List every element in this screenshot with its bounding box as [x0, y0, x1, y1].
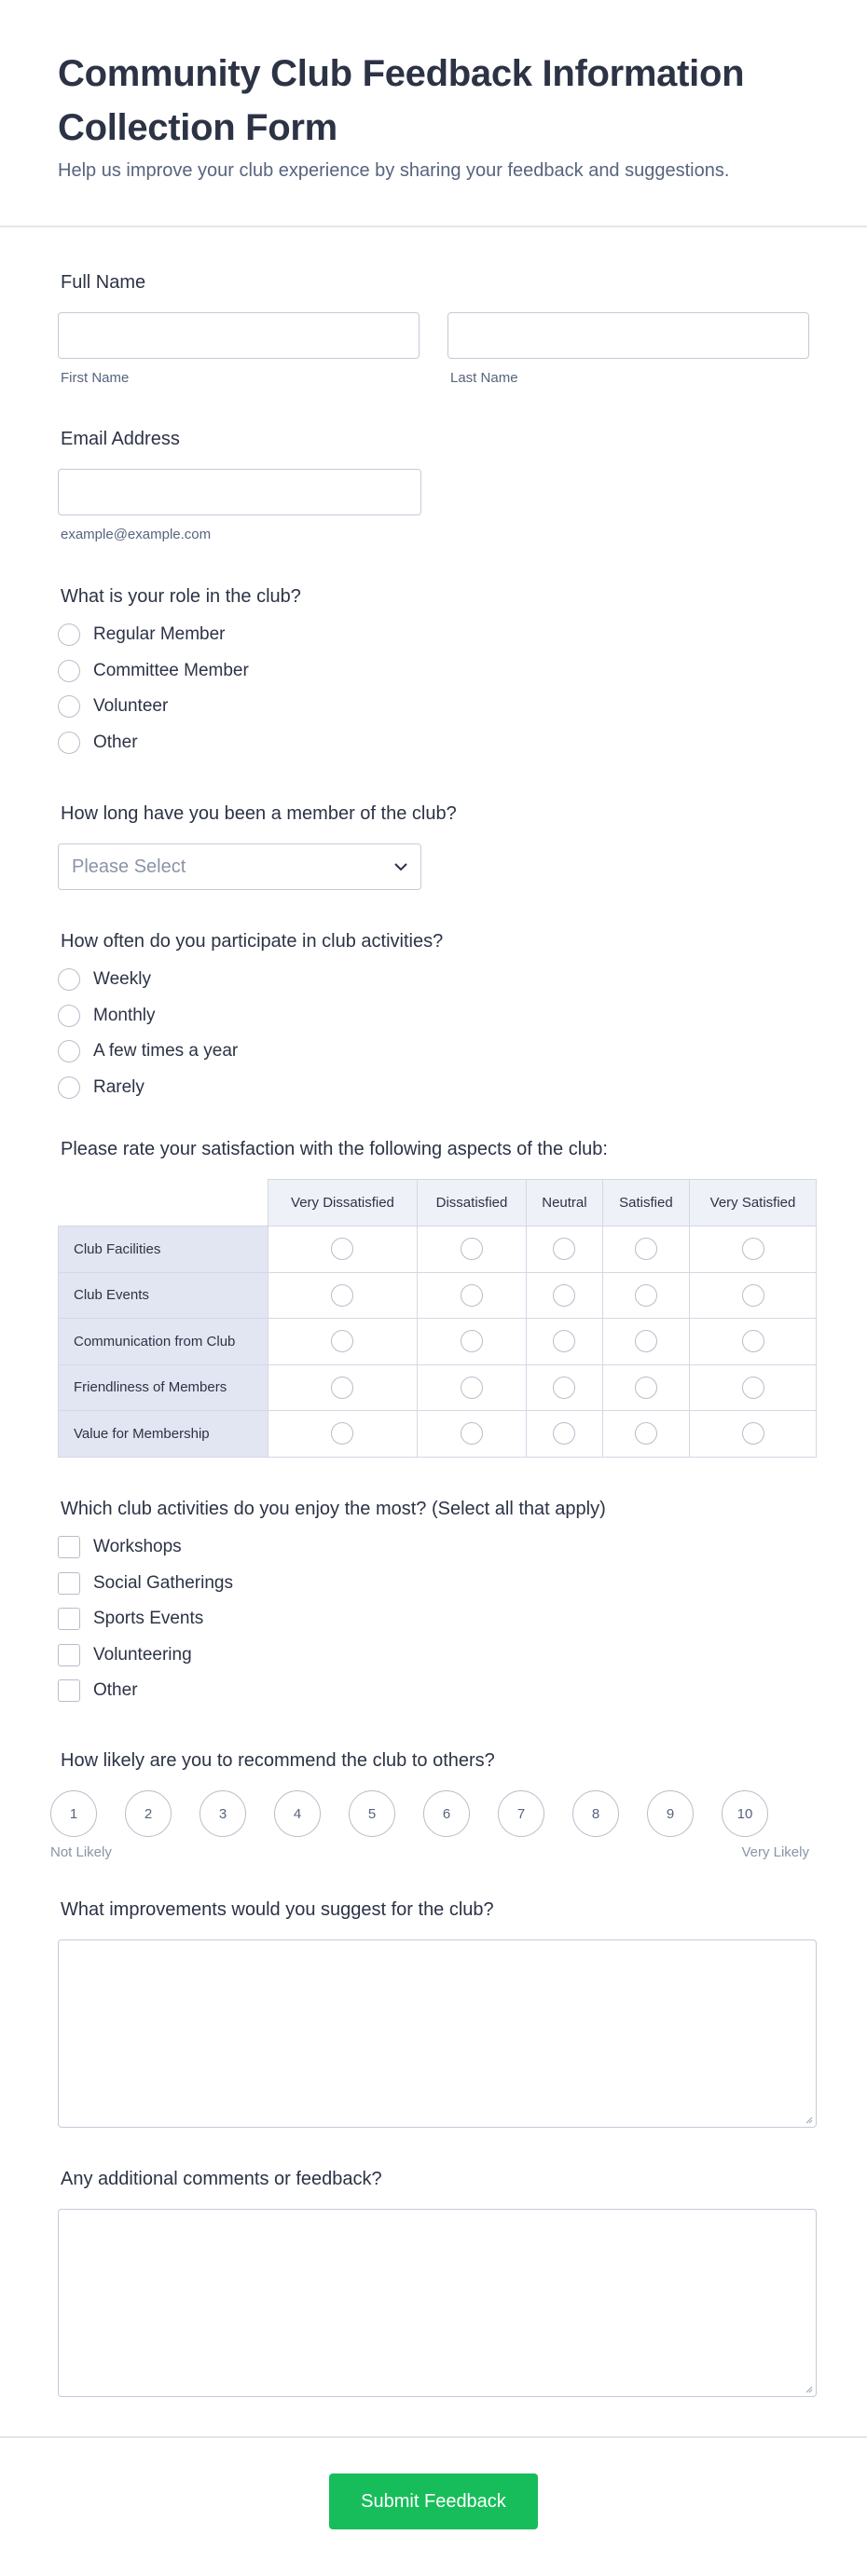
matrix-radio[interactable]: [461, 1330, 483, 1352]
matrix-radio[interactable]: [553, 1422, 575, 1445]
matrix-radio[interactable]: [553, 1284, 575, 1307]
participation-option[interactable]: [58, 1070, 809, 1106]
matrix-row: [59, 1411, 817, 1458]
activity-option[interactable]: [58, 1637, 809, 1674]
satisfaction-label: Please rate your satisfaction with the following aspects of the club:: [61, 1139, 608, 1159]
recommend-label: How likely are you to recommend the club to others?: [61, 1750, 495, 1771]
recommend-scale: [50, 1790, 809, 1837]
matrix-row: [59, 1272, 817, 1319]
first-name-sublabel: First Name: [61, 370, 130, 386]
chevron-down-icon: [394, 863, 407, 871]
last-name-input[interactable]: [447, 312, 809, 359]
role-option[interactable]: [58, 617, 809, 653]
form-footer: [0, 2436, 867, 2576]
scale-option[interactable]: 10: [722, 1790, 768, 1837]
option-label: Weekly: [93, 969, 151, 990]
scale-option[interactable]: 7: [498, 1790, 544, 1837]
matrix-radio[interactable]: [553, 1377, 575, 1399]
activity-option[interactable]: [58, 1673, 809, 1709]
scale-option[interactable]: 1: [50, 1790, 97, 1837]
role-option[interactable]: [58, 653, 809, 690]
participation-option[interactable]: [58, 998, 809, 1035]
role-option[interactable]: [58, 689, 809, 725]
participation-label: How often do you participate in club activities?: [61, 931, 444, 952]
radio-button[interactable]: [58, 695, 80, 718]
matrix-radio[interactable]: [742, 1238, 764, 1260]
matrix-radio[interactable]: [635, 1284, 657, 1307]
checkbox[interactable]: [58, 1644, 80, 1666]
matrix-row: [59, 1319, 817, 1365]
activity-option[interactable]: [58, 1601, 809, 1637]
option-label: Regular Member: [93, 624, 226, 645]
option-label: Other: [93, 1680, 138, 1701]
email-sublabel: example@example.com: [61, 527, 212, 542]
matrix-row-label: Value for Membership: [59, 1411, 268, 1458]
matrix-radio[interactable]: [742, 1422, 764, 1445]
checkbox[interactable]: [58, 1536, 80, 1558]
matrix-column-header: Neutral: [527, 1180, 603, 1226]
radio-button[interactable]: [58, 1040, 80, 1062]
matrix-row-label: Communication from Club: [59, 1319, 268, 1365]
option-label: Sports Events: [93, 1609, 204, 1629]
matrix-column-header: Satisfied: [602, 1180, 689, 1226]
scale-option[interactable]: 9: [647, 1790, 694, 1837]
matrix-column-header: Very Satisfied: [690, 1180, 817, 1226]
matrix-row-label: Club Events: [59, 1272, 268, 1319]
option-label: Rarely: [93, 1076, 144, 1097]
matrix-radio[interactable]: [742, 1330, 764, 1352]
matrix-radio[interactable]: [742, 1377, 764, 1399]
email-input[interactable]: [58, 469, 421, 515]
matrix-radio[interactable]: [461, 1284, 483, 1307]
improvements-question: [58, 1899, 809, 2169]
matrix-radio[interactable]: [635, 1238, 657, 1260]
option-label: Volunteer: [93, 696, 169, 717]
participation-option[interactable]: [58, 1034, 809, 1070]
radio-button[interactable]: [58, 1076, 80, 1099]
radio-button[interactable]: [58, 732, 80, 754]
satisfaction-matrix: [58, 1179, 817, 1458]
matrix-radio[interactable]: [553, 1330, 575, 1352]
checkbox[interactable]: [58, 1572, 80, 1595]
scale-option[interactable]: 4: [274, 1790, 321, 1837]
matrix-column-header: Dissatisfied: [417, 1180, 526, 1226]
full-name-label: Full Name: [61, 272, 146, 293]
participation-option[interactable]: [58, 962, 809, 998]
activity-option[interactable]: [58, 1566, 809, 1602]
activities-question: [58, 1499, 809, 1750]
matrix-column-header: Very Dissatisfied: [268, 1180, 418, 1226]
role-label: What is your role in the club?: [61, 586, 301, 607]
matrix-corner: [59, 1180, 268, 1226]
form-header: [0, 0, 867, 227]
matrix-radio[interactable]: [742, 1284, 764, 1307]
scale-option[interactable]: 6: [423, 1790, 470, 1837]
scale-labels: [50, 1844, 809, 1860]
matrix-row-label: Club Facilities: [59, 1226, 268, 1273]
first-name-input[interactable]: [58, 312, 420, 359]
membership-question: [58, 803, 809, 931]
comments-textarea[interactable]: [58, 2209, 817, 2397]
matrix-row-label: Friendliness of Members: [59, 1364, 268, 1411]
resize-grip-icon[interactable]: [804, 2115, 813, 2124]
matrix-radio[interactable]: [331, 1330, 353, 1352]
matrix-radio[interactable]: [461, 1238, 483, 1260]
comments-label: Any additional comments or feedback?: [61, 2169, 382, 2189]
scale-low-label: Not Likely: [50, 1844, 112, 1860]
dropdown-placeholder: Please Select: [72, 856, 186, 877]
matrix-radio[interactable]: [635, 1330, 657, 1352]
matrix-radio[interactable]: [635, 1377, 657, 1399]
recommend-question: [50, 1750, 809, 1899]
improvements-textarea[interactable]: [58, 1939, 817, 2128]
matrix-radio[interactable]: [553, 1238, 575, 1260]
option-label: Other: [93, 732, 138, 752]
scale-option[interactable]: 5: [349, 1790, 395, 1837]
role-question: [58, 586, 809, 803]
checkbox[interactable]: [58, 1608, 80, 1630]
scale-high-label: Very Likely: [741, 1844, 809, 1860]
improvements-label: What improvements would you suggest for the club?: [61, 1899, 494, 1920]
scale-option[interactable]: 3: [200, 1790, 246, 1837]
activities-label: Which club activities do you enjoy the most? (Select all that apply): [61, 1499, 606, 1519]
option-label: Volunteering: [93, 1644, 192, 1665]
scale-option[interactable]: 8: [572, 1790, 619, 1837]
matrix-radio[interactable]: [461, 1377, 483, 1399]
radio-button[interactable]: [58, 968, 80, 991]
email-question: [58, 429, 809, 586]
matrix-radio[interactable]: [635, 1422, 657, 1445]
submit-button[interactable]: Submit Feedback: [329, 2473, 538, 2529]
checkbox[interactable]: [58, 1679, 80, 1702]
matrix-radio[interactable]: [331, 1284, 353, 1307]
activity-option[interactable]: [58, 1529, 809, 1566]
matrix-row: [59, 1364, 817, 1411]
form-subtitle: Help us improve your club experience by sharing your feedback and suggestions.: [58, 160, 730, 181]
radio-button[interactable]: [58, 623, 80, 646]
form-title: Community Club Feedback Information Collection Form: [58, 53, 745, 148]
membership-dropdown[interactable]: [58, 843, 421, 890]
form-body: [0, 227, 867, 2397]
participation-question: [58, 931, 809, 1139]
role-option[interactable]: [58, 725, 809, 761]
option-label: Committee Member: [93, 660, 249, 680]
email-label: Email Address: [61, 429, 180, 449]
scale-option[interactable]: 2: [125, 1790, 172, 1837]
radio-button[interactable]: [58, 660, 80, 682]
resize-grip-icon[interactable]: [804, 2384, 813, 2393]
full-name-question: [58, 272, 809, 429]
radio-button[interactable]: [58, 1005, 80, 1027]
option-label: Social Gatherings: [93, 1572, 233, 1593]
comments-question: [58, 2169, 809, 2397]
option-label: Monthly: [93, 1005, 156, 1025]
matrix-radio[interactable]: [331, 1422, 353, 1445]
matrix-radio[interactable]: [461, 1422, 483, 1445]
matrix-radio[interactable]: [331, 1238, 353, 1260]
membership-label: How long have you been a member of the club?: [61, 803, 457, 824]
matrix-row: [59, 1226, 817, 1273]
satisfaction-question: [58, 1139, 809, 1499]
option-label: Workshops: [93, 1537, 182, 1557]
option-label: A few times a year: [93, 1041, 239, 1062]
last-name-sublabel: Last Name: [450, 370, 518, 386]
matrix-radio[interactable]: [331, 1377, 353, 1399]
